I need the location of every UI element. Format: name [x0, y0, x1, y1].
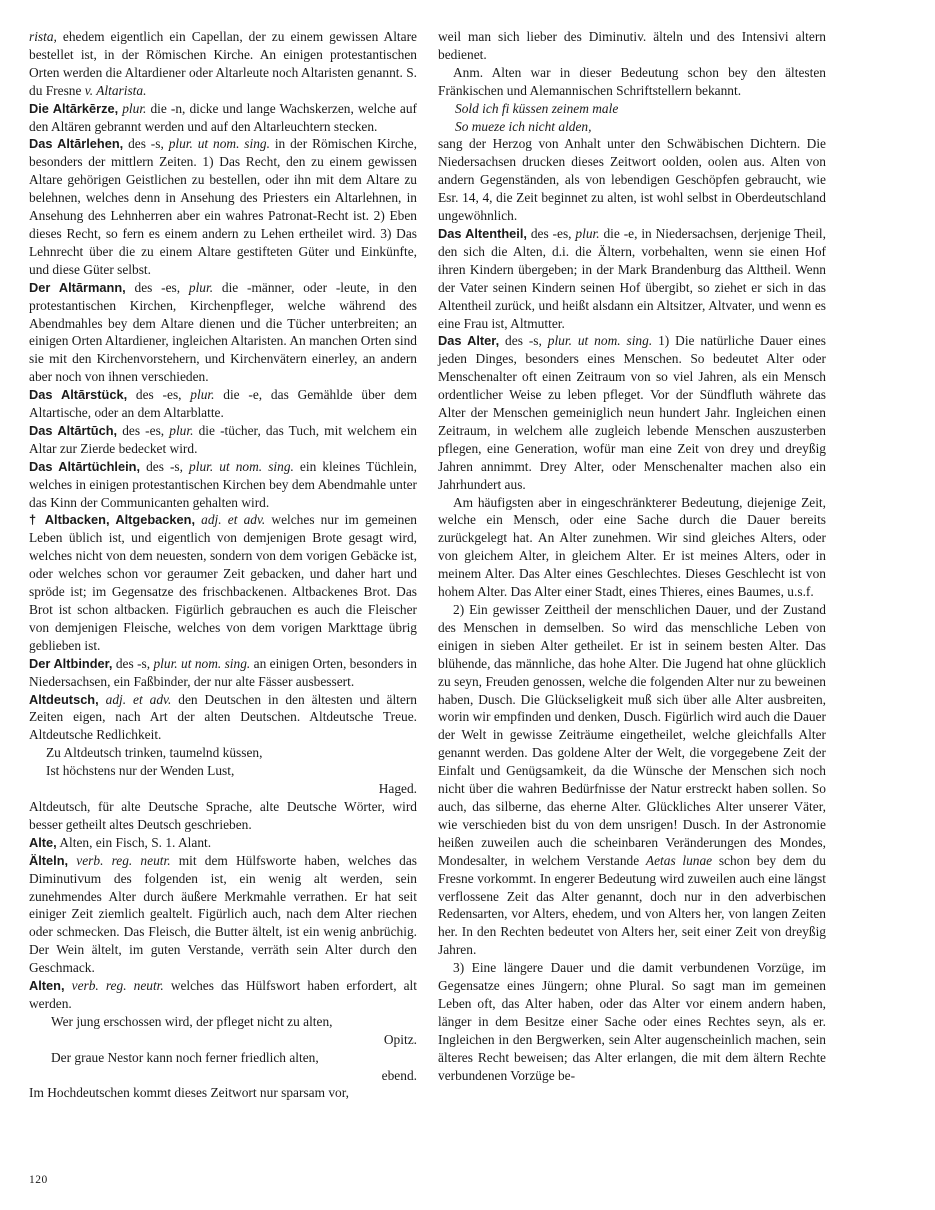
entry-text: des -s,: [140, 458, 190, 474]
entry-text: des -s,: [123, 136, 169, 152]
grammar-note: plur.: [190, 387, 215, 403]
grammar-note: plur. ut nom. sing.: [189, 458, 294, 474]
entry-text: den Deutschen in den ältesten und ältern Zeiten eigen, nach Art der alten Deutschen. Altdeutsche Treue. Altdeutsche Redlichkeit.: [29, 691, 417, 743]
entry-headword: Alte,: [29, 834, 57, 850]
paragraph: [438, 959, 826, 1084]
entry-text: des -es,: [526, 225, 576, 241]
entry-text: Am häufigsten aber in eingeschränkterer Bedeutung, diejenige Zeit, welche ein Mensch, oder eine Sache durch die Dauer bereits zurückgelegt hat. An Alter zunehmen. Wir sind gleiches Alters, oder von gleichem Alter, in gleichem Alter. Er ist meines Alters, oder in meinem Alter. Das Alter eines Geschlechtes. Dieses Geschlecht ist von hohem Alter. Das Alter einer Stadt, eines Thieres, eines Baumes, u.s.f.: [438, 494, 826, 600]
grammar-note: Aetas lunae: [645, 852, 713, 868]
entry-text: des -es,: [127, 387, 191, 403]
entry-headword: Das Alter,: [438, 333, 500, 349]
entry-text: sang der Herzog von Anhalt unter den Schwäbischen Dichtern. Die Niedersachsen drucken dieses Zeitwort oolden, oolen aus. Alten von andern Gegenständen, als von lebendigen Geschöpfen gebraucht, wie Esr. 14, 4, die Zeit beginnet zu alten, ist wohl selbst in Oberdeutschland ungewöhnlich.: [438, 136, 826, 224]
entry-headword: Das Altārtüchlein,: [29, 458, 141, 474]
entry-text: Anm. Alten war in dieser Bedeutung schon bey den ältesten Fränkischen und Alemannischen Schriftstellern bekannt.: [438, 64, 826, 98]
dictionary-entry: [29, 834, 417, 852]
grammar-note: plur. ut nom. sing.: [153, 655, 251, 671]
verse-line: Sold ich fi küssen zeinem male: [455, 100, 619, 116]
entry-headword: Das Altārstück,: [29, 387, 128, 403]
entry-text: mit dem Hülfsworte haben, welches das Diminutivum des folgenden ist, ein wenig alt werden, sein zunehmendes Alter durch äußere Merkmahle verrathen. Er hat seit einiger Zeit ziemlich gealtelt. Figürlich auch, nach dem Alter riechen oder schmecken. Das Fleisch, die Butter ältelt, ist ein wenig anbrüchig. Der Wein ältelt, im guten Verstande, verräth sein Alter durch den Geschmack.: [29, 852, 418, 976]
verse-line: Ist höchstens nur der Wenden Lust,: [46, 763, 235, 779]
entry-headword: Die Altārkērze,: [29, 100, 119, 116]
paragraph: [438, 135, 826, 225]
entry-headword: Das Altārtūch,: [29, 422, 118, 438]
dictionary-entry: [29, 691, 417, 745]
entry-text: die -tücher, das Tuch, mit welchem ein Altar zur Zierde bedecket wird.: [29, 422, 417, 456]
entry-text: welches nur im gemeinen Leben üblich ist, und eigentlich von demjenigen Brote gesagt wird, welches nicht von dem neuesten, sondern von dem vorigen Gebäcke ist, oder welches schon vor geraumer Zeit gebacken, und daher hart und spröde ist; im Gegensatze des frischbackenen. Altbackenes Brot. Das Brot ist schon altbacken. Figürlich gebrauchen es auch die Fleischer von demjenigen Fleische, welches von dem vorigen Markttage übrig geblieben ist.: [29, 512, 417, 653]
dictionary-entry: [29, 458, 417, 512]
entry-text: die -n, dicke und lange Wachskerzen, welche auf den Altären gebrannt werden und auf den Altarleuchtern stecken.: [29, 100, 417, 134]
paragraph: [438, 494, 826, 601]
entry-text: ehedem eigentlich ein Capellan, der zu einem gewissen Altare bestellet ist, in der Römischen Kirche. An einigen protestantischen Orten werden die Altardiener oder Altarleute noch Altaristen genannt. S. du Fresne: [29, 29, 417, 98]
paragraph: [29, 798, 417, 834]
entry-text: weil man sich lieber des Diminutiv. älteln und des Intensivi altern bedienet.: [438, 29, 826, 62]
grammar-note: plur.: [169, 422, 194, 438]
page-number: 120: [29, 1174, 48, 1186]
entry-headword: Der Altārmann,: [29, 279, 126, 295]
entry-text: 2) Ein gewisser Zeittheil der menschlichen Dauer, und der Zustand des Menschen in demselben. So wird das menschliche Leben von einigen in sieben Alter getheilet. Er ist in seinem besten Alter. Das blühende, das männliche, das hohe Alter. Die Jugend hat ohne glücklich zu seyn, Freuden genossen, welche die folgenden Alter nur zu beweinen haben, Dusch. Die Glückseligkeit muß sich über alle Alter ausbreiten, worin wir empfinden und denken, Dusch. Figürlich wird auch die Dauer der Welt in gewisse Zeiträume eingetheilet, welche gleichfalls Alter genannt werden. Das goldene Alter der Welt, die vorgegebene Zeit der Einfalt und Genügsamkeit, da die Wünsche der Menschen sich noch nicht über die wahren Bedürfnisse der Natur erstreckt haben sollen. So auch, das silberne, das eherne Alter. Glückliches Alter unserer Väter, wie verschieden bist du von dem unsrigen! Dusch. In der Astronomie heißen zuweilen auch die scheinbaren Veränderungen des Mondes, Mondesalter, in welchem Verstande: [438, 602, 826, 868]
entry-text: die -e, in Niedersachsen, derjenige Theil, den sich die Alten, d.i. die Ältern, vorbehalten, wenn sie einen Hof ihren Kindern übergeben; in der Mark Brandenburg das Alttheil. Wenn der Vater seinen Kindern seinen Hof übergibt, so ziehet er sich in das Altentheil zurück, und heißt alsdann ein Altsitzer, Altvater, und wenn es eine Frau ist, Altmutter.: [438, 225, 826, 331]
entry-text: die -e, das Gemählde über dem Altartische, oder an dem Altarblatte.: [29, 387, 418, 421]
verse-line: Zu Altdeutsch trinken, taumelnd küssen,: [46, 745, 263, 761]
entry-text: schon bey dem du Fresne vorkommt. In engerer Bedeutung wird zuweilen auch eine längst verflossene Zeit das Alter genannt, doch nur in den adverbischen Redensarten, vor Alters, ehedem, und von Alters her, von langen Zeiten her. In den Rechten bedeutet von Alters her, seit einer Zeit von dreyßig Jahren.: [438, 852, 826, 958]
entry-headword: Das Altentheil,: [438, 225, 527, 241]
entry-text: des -es,: [125, 279, 189, 295]
paragraph: [438, 601, 826, 959]
entry-headword: Das Altārlehen,: [29, 136, 124, 152]
entry-text: Altdeutsch, für alte Deutsche Sprache, alte Deutsche Wörter, wird besser getheilt altes Deutsch geschrieben.: [29, 798, 417, 832]
dictionary-entry: [29, 135, 417, 278]
entry-headword: Der Altbinder,: [29, 655, 113, 671]
grammar-note: adj. et adv.: [195, 512, 266, 528]
grammar-note: v. Altarista.: [84, 82, 147, 98]
grammar-note: rista,: [29, 29, 57, 44]
entry-text: des -s,: [112, 655, 154, 671]
quote-source: Opitz.: [383, 1031, 417, 1047]
entry-text: Im Hochdeutschen kommt dieses Zeitwort nur sparsam vor,: [29, 1085, 350, 1101]
entry-text: des -s,: [499, 333, 548, 349]
verse-line: Wer jung erschossen wird, der pfleget nicht zu alten,: [51, 1013, 333, 1029]
paragraph: [438, 64, 826, 100]
dictionary-entry: [29, 511, 417, 654]
entry-text: 1) Die natürliche Dauer eines jeden Dinges, besonders eines Menschen. So bedeutet Alter oder Menschenalter oft einen Zeitraum von so viel Jahren, als ein Mensch ordentlicher Weise zu leben pfleget. Vor der Sündfluth währete das Alter der Menschen gemeiniglich neun hundert Jahr. Ingleichen einen Zeitraum, in welchem alle zugleich lebende Menschen auszusterben pflegen, eine Generation, wofür man eine Zeit von drey und dreyßig Jahren annimmt. Drey Alter, oder Menschenalter machen also ein Jahrhundert aus.: [438, 333, 826, 492]
dictionary-entry: [29, 100, 417, 136]
grammar-note: adj. et adv.: [98, 691, 172, 707]
verse-line: Der graue Nestor kann noch ferner friedlich alten,: [51, 1049, 319, 1065]
grammar-note: plur. ut nom. sing.: [168, 136, 270, 152]
grammar-note: plur.: [188, 279, 214, 295]
entry-text: die -männer, oder -leute, in den protestantischen Kirchen, Kirchenpfleger, welche während des Abendmahles bey dem Altare dienen und die Tücher unterbreiten; an einigen Orten Altardiener, ingleichen Altaristen. An manchen Orten sind sie mit den Kirchenvorstehern, und Kirchenvätern einerley, an andern aber noch von ihnen verschieden.: [29, 279, 417, 385]
grammar-note: plur.: [575, 225, 600, 241]
entry-text: ein kleines Tüchlein, welches in einigen protestantischen Kirchen bey dem Abendmahle unter das Kinn der Communicanten gehalten wird.: [29, 458, 418, 510]
entry-text: in der Römischen Kirche, besonders der mittlern Zeiten. 1) Das Recht, den zu einem gewissen Altare gehörigen Geistlichen zu bestellen, oder ihn mit dem Altare zu belehnen, welches denn in Ansehung des Priesters ein Altarlehnen, in Ansehung des Lehnherren aber ein wahres Patronat-Recht ist. 2) Eben dieses Recht, so fern es einem andern zu Lehen ertheilet wird. 3) Das Lehnrecht über die zu einem Altare gestifteten Güter und Einkünfte, und diese Güter selbst.: [29, 136, 417, 277]
dictionary-entry: [29, 279, 417, 386]
dictionary-entry: [29, 977, 417, 1013]
entry-text: welches das Hülfswort haben erfordert, alt werden.: [29, 978, 417, 1011]
left-column: [29, 28, 417, 1102]
grammar-note: plur. ut nom. sing.: [547, 333, 653, 349]
dictionary-entry: [438, 332, 826, 493]
dictionary-entry: [29, 386, 417, 422]
verse-line: So mueze ich nicht alden,: [455, 118, 592, 134]
paragraph: [29, 1084, 417, 1102]
entry-headword: Altdeutsch,: [29, 691, 99, 707]
dictionary-entry: [29, 422, 417, 458]
entry-headword: Älteln,: [29, 852, 69, 868]
entry-text: Alten, ein Fisch, S. 1. Alant.: [56, 834, 212, 850]
grammar-note: verb. reg. neutr.: [68, 852, 171, 868]
quote-source: Haged.: [378, 781, 417, 797]
dictionary-entry: [29, 655, 417, 691]
dictionary-entry: [438, 225, 826, 332]
entry-text: 3) Eine längere Dauer und die damit verbundenen Vorzüge, im Gegensatze eines Jüngern; ohne Plural. So sagt man im gemeinen Leben oft, das Alter haben, oder das Alter vor einem andern haben, länger in dem Besitze einer Sache oder eines Rechtes seyn, als er. Ingleichen in den Bergwerken, sein Alter augenscheinlich machen, sein älteres Recht beweisen; das Alter erlangen, die mit dem ältern Rechte verbundenen Vorzüge be-: [438, 960, 826, 1083]
dictionary-entry: [29, 852, 417, 977]
quote-source: ebend.: [381, 1067, 417, 1083]
grammar-note: verb. reg. neutr.: [64, 978, 164, 994]
entry-text: an einigen Orten, besonders in Niedersachsen, ein Faßbinder, der nur alte Fässer ausbessert.: [29, 655, 418, 689]
entry-text: des -es,: [117, 422, 170, 438]
entry-headword: † Altbacken, Altgebacken,: [29, 512, 196, 528]
paragraph: [438, 28, 826, 64]
grammar-note: plur.: [118, 100, 147, 116]
right-column: [438, 28, 826, 1084]
entry-headword: Alten,: [29, 978, 65, 994]
paragraph: [29, 28, 417, 100]
